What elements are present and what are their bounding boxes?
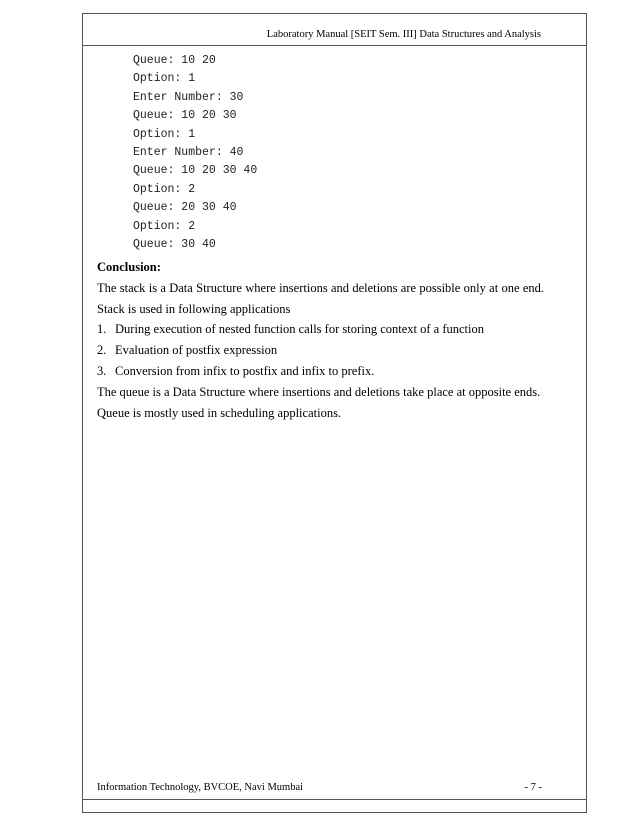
application-list-item — [97, 319, 544, 340]
list-number: 1. — [97, 322, 107, 337]
footer-institution: Information Technology, BVCOE, Navi Mumbai — [97, 782, 304, 793]
conclusion-section — [97, 257, 544, 423]
list-text: During execution of nested function calls for storing context of a function — [115, 322, 484, 337]
page-number: - 7 - — [524, 782, 542, 793]
list-text: Conversion from infix to postfix and infix to prefix. — [115, 363, 375, 378]
queue-usage: Queue is mostly used in scheduling applications. — [97, 405, 342, 420]
list-number: 3. — [97, 363, 107, 378]
output-line: Option: 2 — [133, 219, 196, 233]
running-header: Laboratory Manual [SEIT Sem. III] Data Structures and Analysis — [266, 29, 541, 40]
output-line: Enter Number: 40 — [133, 145, 244, 159]
output-line: Enter Number: 30 — [133, 90, 244, 104]
output-line: Queue: 30 40 — [133, 237, 216, 251]
output-line: Queue: 10 20 30 — [133, 109, 237, 123]
list-text: Evaluation of postfix expression — [115, 343, 278, 358]
program-output-block — [133, 52, 257, 254]
output-line: Queue: 10 20 30 40 — [133, 164, 258, 178]
conclusion-heading: Conclusion: — [97, 260, 161, 274]
output-line: Option: 1 — [133, 127, 196, 141]
output-line: Option: 2 — [133, 182, 196, 196]
list-number: 2. — [97, 343, 107, 358]
stack-definition: The stack is a Data Structure where insertions and deletions are possible only at one end. — [97, 280, 544, 295]
stack-usage-intro: Stack is used in following applications — [97, 301, 291, 316]
application-list-item — [97, 340, 544, 361]
output-line: Option: 1 — [133, 72, 196, 86]
queue-definition: The queue is a Data Structure where insertions and deletions take place at opposite ends. — [97, 384, 541, 399]
output-line: Queue: 10 20 — [133, 54, 216, 67]
application-list-item — [97, 361, 544, 382]
output-line: Queue: 20 30 40 — [133, 201, 237, 215]
footer-divider — [82, 799, 587, 800]
header-divider — [82, 45, 587, 46]
